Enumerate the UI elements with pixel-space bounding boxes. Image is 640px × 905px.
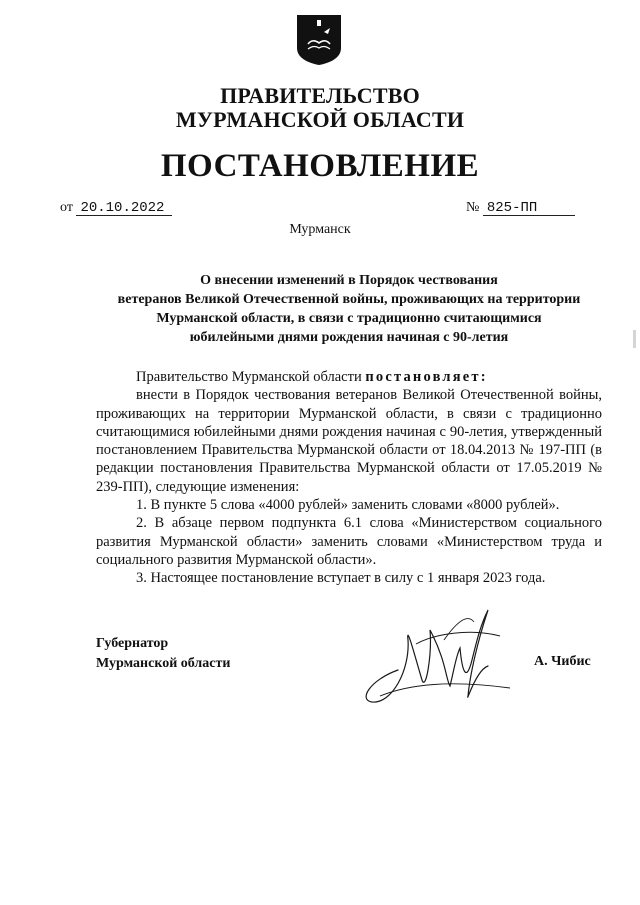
intro-paragraph — [96, 368, 602, 386]
intro-lead: Правительство Мурманской области — [136, 369, 366, 385]
date-prefix: от — [60, 200, 73, 215]
body-paragraph-1: внести в Порядок чествования ветеранов Великой Отечественной войны, проживающих на территории Мурманской области, в связи с традиционно считающимися юбилейными днями рождения начиная с 90-летия, утвержденный постановлением Правительства Мурманской области от 18.04.2013 № 197-ПП (в редакции постановления Правительства Мурманской области от 17.05.2019 № 239-ПП), следующие изменения: — [96, 387, 602, 495]
city-name: Мурманск — [289, 222, 351, 237]
date-row — [60, 200, 172, 216]
subject-line: юбилейными днями рождения начиная с 90-летия — [189, 330, 509, 345]
body-item-1: 1. В пункте 5 слова «4000 рублей» заменить словами «8000 рублей». — [136, 497, 560, 514]
signatory-title-line2: Мурманской области — [96, 656, 231, 671]
page-edge-mark — [633, 330, 636, 348]
subject-line: Мурманской области, в связи с традиционно считающимися — [156, 311, 542, 326]
signatory-name: А. Чибис — [534, 654, 591, 669]
document-date: 20.10.2022 — [76, 201, 172, 216]
number-row — [466, 200, 575, 216]
body-item-2: 2. В абзаце первом подпункта 6.1 слова «Министерством социального развития Мурманской области» заменить словами «Министерством труда и социального развития Мурманской области». — [96, 515, 602, 568]
subject-line: О внесении изменений в Порядок чествования — [200, 273, 498, 288]
signatory-title-line1: Губернатор — [96, 636, 169, 651]
body-item-3: 3. Настоящее постановление вступает в силу с 1 января 2023 года. — [136, 570, 546, 587]
org-name-line2: МУРМАНСКОЙ ОБЛАСТИ — [175, 107, 465, 132]
handwritten-signature — [350, 600, 520, 710]
document-subject — [96, 271, 602, 347]
coat-of-arms-icon — [296, 14, 342, 66]
document-number: 825-ПП — [483, 201, 575, 216]
org-name-line1: ПРАВИТЕЛЬСТВО — [220, 83, 420, 108]
subject-line: ветеранов Великой Отечественной войны, проживающих на территории — [117, 292, 581, 307]
number-prefix: № — [466, 200, 480, 215]
document-body — [96, 368, 602, 588]
signatory-title — [96, 634, 230, 674]
document-type-title: ПОСТАНОВЛЕНИЕ — [160, 148, 480, 184]
intro-action: постановляет: — [365, 369, 488, 385]
